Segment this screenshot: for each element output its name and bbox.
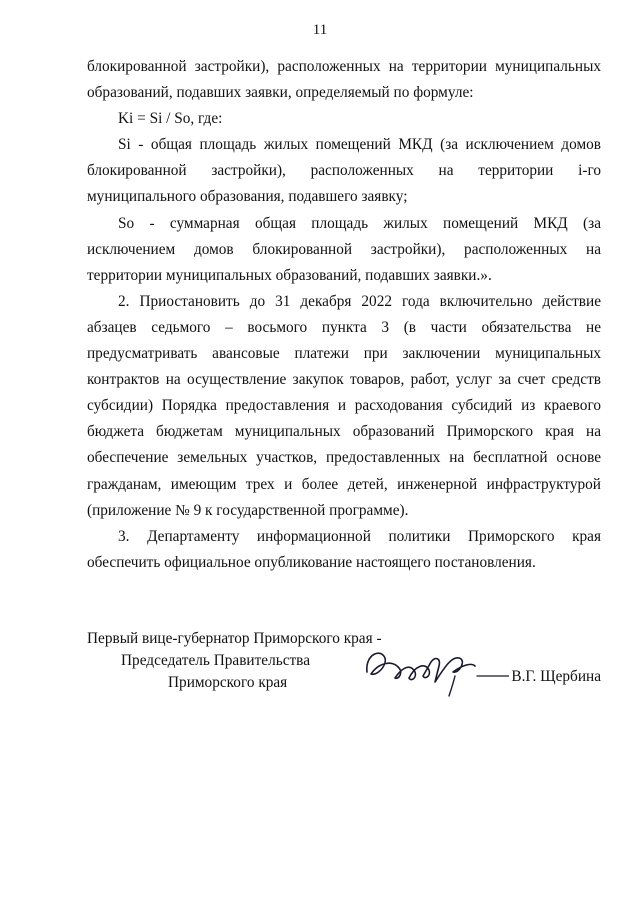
clause-2: 2. Приостановить до 31 декабря 2022 года включительно действие абзацев седьмого – восьмого пункта 3 (в части обязательства не предусматривать авансовые платежи при заключении муниципальных контрактов на осуществление закупок товаров, работ, услуг за счет средств субсидии) Порядка предоставления и расходования субсидий из краевого бюджета бюджетам муниципальных образований Приморского края на обеспечение земельных участков, предоставленных на бесплатной основе гражданам, имеющим трех и более детей, инженерной инфраструктурой (приложение № 9 к государственной программе).	[87, 292, 601, 519]
definition-si: Si - общая площадь жилых помещений МКД (за исключением домов блокированной застройки), расположенных на территории i-го муниципального образования, подавшего заявку;	[87, 136, 601, 206]
signatory-position-line-1: Первый вице-губернатор Приморского края -	[87, 630, 382, 647]
signature-block	[87, 628, 601, 698]
document-body	[87, 54, 601, 576]
formula: Ki = Si / So, где:	[118, 110, 223, 128]
clause-3: 3. Департаменту информационной политики Приморского края обеспечить официальное опубликование настоящего постановления.	[87, 527, 601, 571]
handwritten-signature	[359, 632, 509, 700]
signatory-position-line-3: Приморского края	[168, 674, 288, 691]
signatory-name: В.Г. Щербина	[511, 668, 601, 685]
paragraph-continuation: блокированной застройки), расположенных на территории муниципальных образований, подавших заявки, определяемый по формуле:	[87, 58, 601, 102]
page-number: 11	[312, 22, 328, 38]
signatory-position-line-2: Председатель Правительства	[121, 652, 310, 669]
definition-so: So - суммарная общая площадь жилых помещений МКД (за исключением домов блокированной застройки), расположенных на территории муниципальных образований, подавших заявки.».	[87, 214, 601, 284]
